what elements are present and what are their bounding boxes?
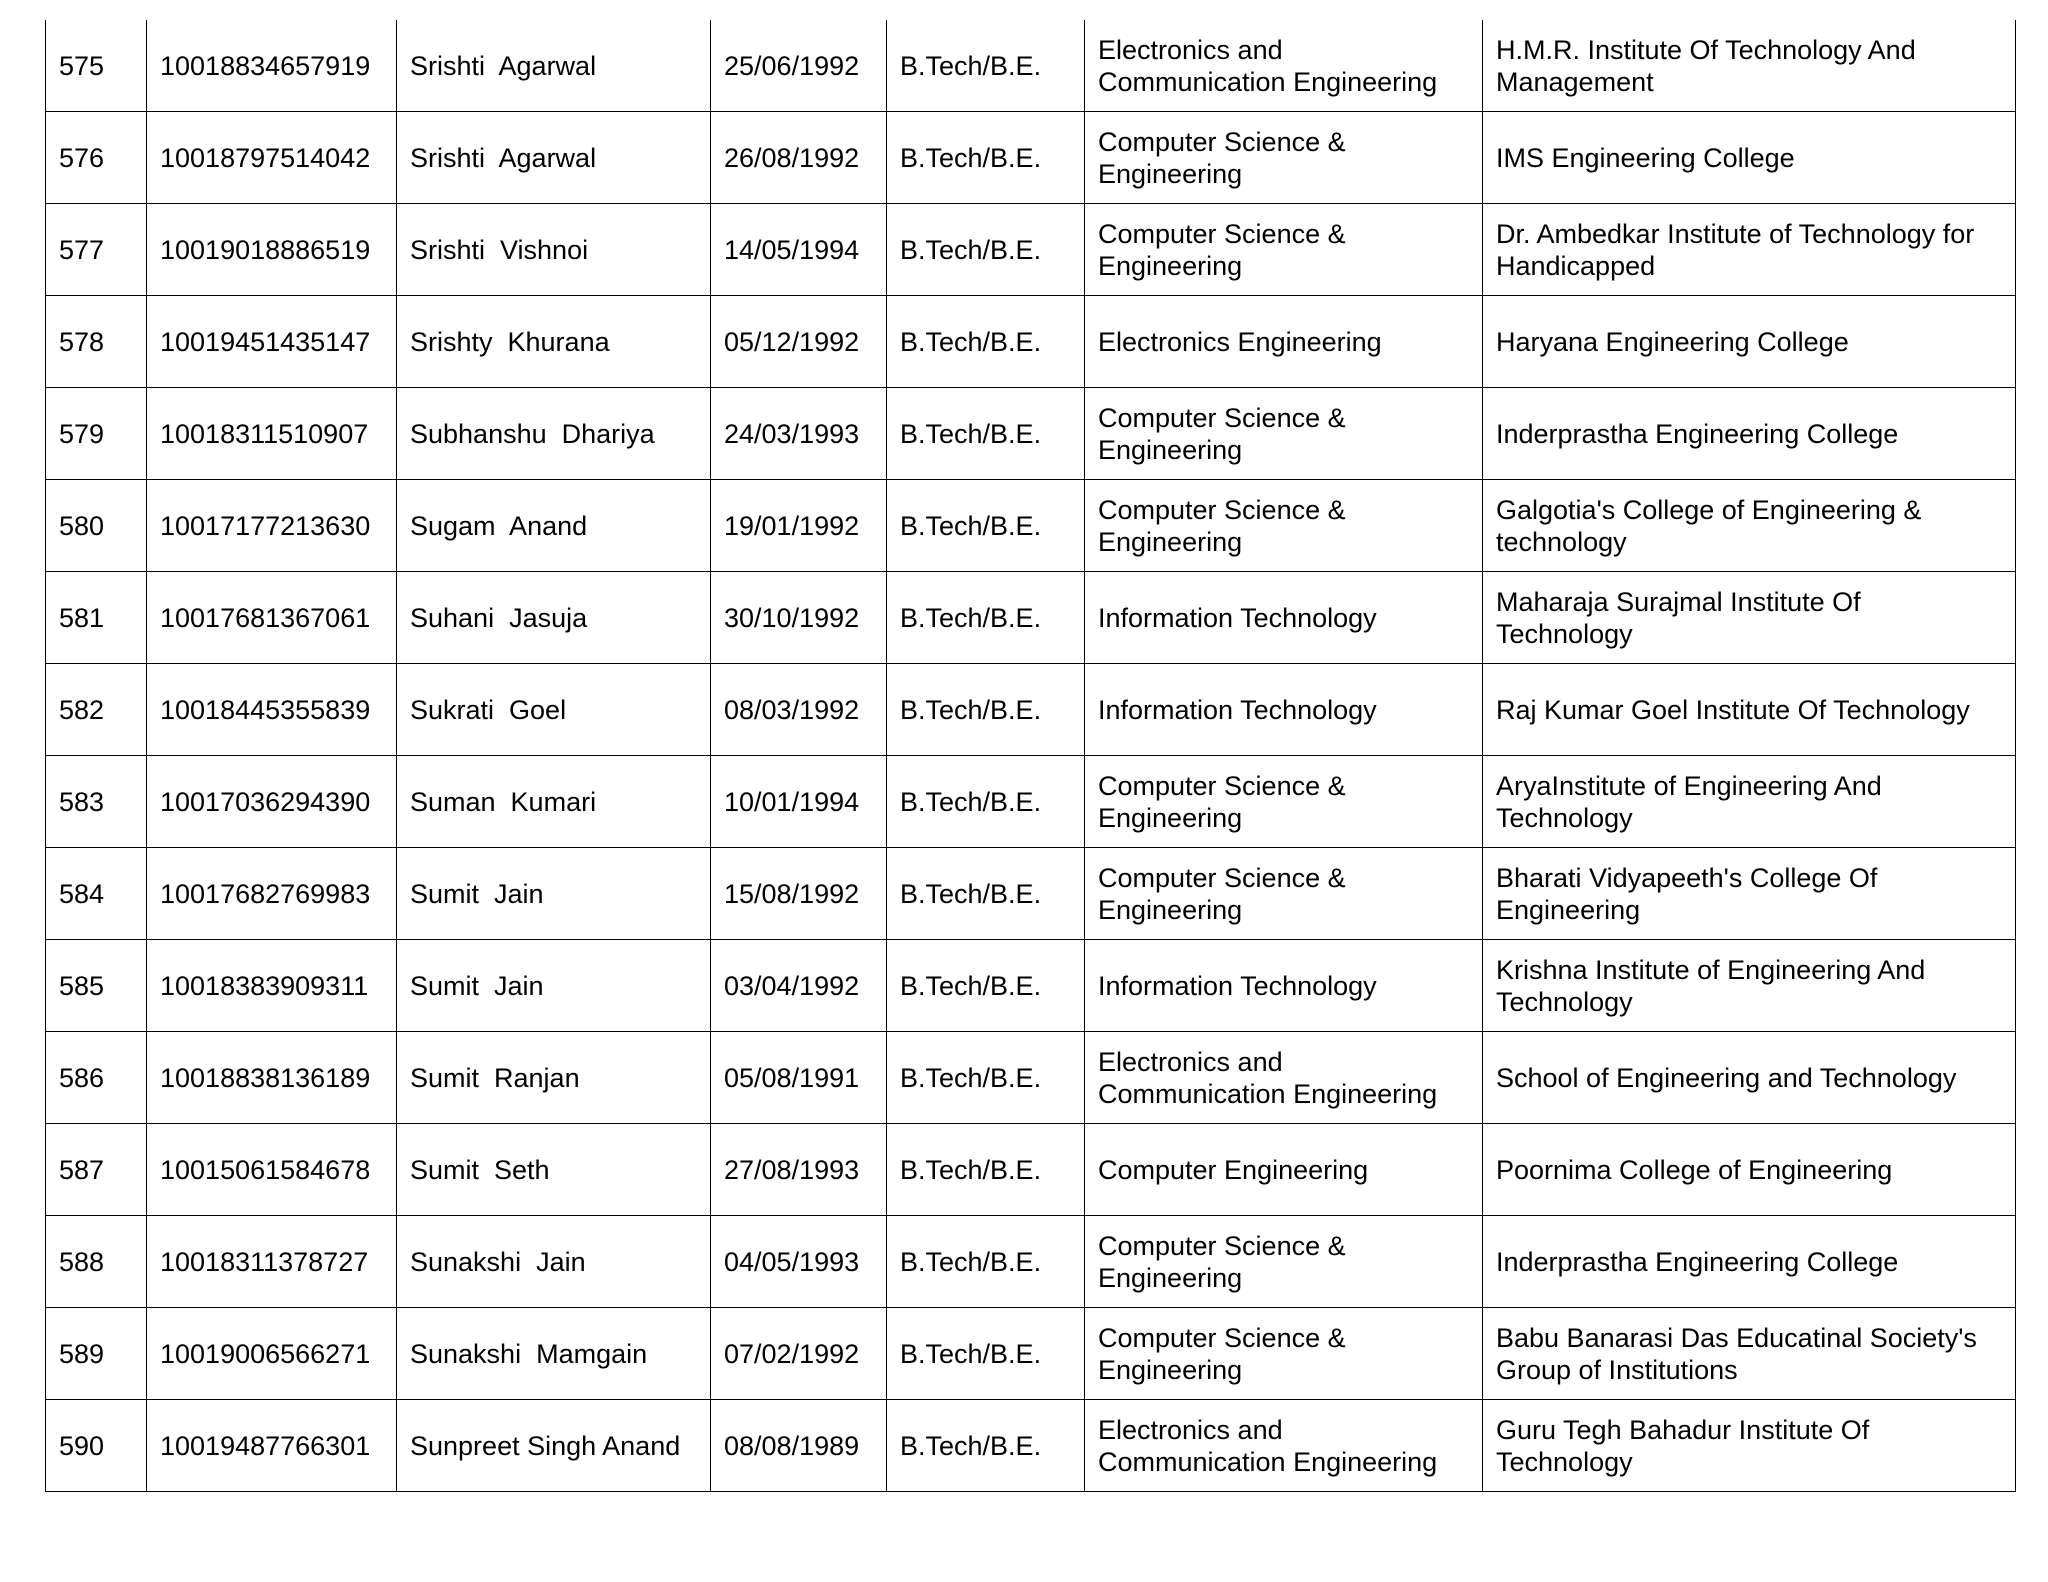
table-body bbox=[46, 20, 2016, 1492]
candidate-name-cell: Sugam Anand bbox=[397, 480, 711, 572]
college-cell: IMS Engineering College bbox=[1483, 112, 2016, 204]
branch-cell: Computer Science & Engineering bbox=[1085, 480, 1483, 572]
branch-cell: Computer Science & Engineering bbox=[1085, 756, 1483, 848]
college-cell: Dr. Ambedkar Institute of Technology for Handicapped bbox=[1483, 204, 2016, 296]
degree-cell: B.Tech/B.E. bbox=[887, 1216, 1085, 1308]
branch-cell: Information Technology bbox=[1085, 664, 1483, 756]
candidate-name-cell: Subhanshu Dhariya bbox=[397, 388, 711, 480]
serial-number-cell: 579 bbox=[46, 388, 147, 480]
candidate-name-cell: Sumit Jain bbox=[397, 848, 711, 940]
serial-number-cell: 578 bbox=[46, 296, 147, 388]
degree-cell: B.Tech/B.E. bbox=[887, 664, 1085, 756]
candidate-name-cell: Srishti Agarwal bbox=[397, 20, 711, 112]
table-row bbox=[46, 848, 2016, 940]
date-of-birth-cell: 30/10/1992 bbox=[711, 572, 887, 664]
college-cell: H.M.R. Institute Of Technology And Management bbox=[1483, 20, 2016, 112]
serial-number-cell: 588 bbox=[46, 1216, 147, 1308]
college-cell: Galgotia's College of Engineering & technology bbox=[1483, 480, 2016, 572]
candidate-name-cell: Sunakshi Mamgain bbox=[397, 1308, 711, 1400]
table-row bbox=[46, 572, 2016, 664]
table-row bbox=[46, 112, 2016, 204]
branch-cell: Electronics and Communication Engineering bbox=[1085, 20, 1483, 112]
branch-cell: Computer Science & Engineering bbox=[1085, 848, 1483, 940]
registration-id-cell: 10018838136189 bbox=[147, 1032, 397, 1124]
branch-cell: Computer Science & Engineering bbox=[1085, 388, 1483, 480]
degree-cell: B.Tech/B.E. bbox=[887, 1400, 1085, 1492]
branch-cell: Computer Science & Engineering bbox=[1085, 1216, 1483, 1308]
candidate-name-cell: Sumit Jain bbox=[397, 940, 711, 1032]
serial-number-cell: 586 bbox=[46, 1032, 147, 1124]
serial-number-cell: 576 bbox=[46, 112, 147, 204]
registration-id-cell: 10018383909311 bbox=[147, 940, 397, 1032]
degree-cell: B.Tech/B.E. bbox=[887, 940, 1085, 1032]
table-row bbox=[46, 1400, 2016, 1492]
branch-cell: Electronics and Communication Engineering bbox=[1085, 1032, 1483, 1124]
registration-id-cell: 10017177213630 bbox=[147, 480, 397, 572]
table-row bbox=[46, 204, 2016, 296]
branch-cell: Computer Science & Engineering bbox=[1085, 1308, 1483, 1400]
candidate-name-cell: Suman Kumari bbox=[397, 756, 711, 848]
date-of-birth-cell: 14/05/1994 bbox=[711, 204, 887, 296]
registration-id-cell: 10015061584678 bbox=[147, 1124, 397, 1216]
date-of-birth-cell: 15/08/1992 bbox=[711, 848, 887, 940]
date-of-birth-cell: 25/06/1992 bbox=[711, 20, 887, 112]
registration-id-cell: 10019018886519 bbox=[147, 204, 397, 296]
candidate-name-cell: Sumit Ranjan bbox=[397, 1032, 711, 1124]
candidate-name-cell: Srishty Khurana bbox=[397, 296, 711, 388]
table-row bbox=[46, 480, 2016, 572]
date-of-birth-cell: 19/01/1992 bbox=[711, 480, 887, 572]
serial-number-cell: 589 bbox=[46, 1308, 147, 1400]
date-of-birth-cell: 05/12/1992 bbox=[711, 296, 887, 388]
table-row bbox=[46, 1308, 2016, 1400]
branch-cell: Computer Science & Engineering bbox=[1085, 112, 1483, 204]
registration-id-cell: 10018797514042 bbox=[147, 112, 397, 204]
college-cell: Inderprastha Engineering College bbox=[1483, 388, 2016, 480]
degree-cell: B.Tech/B.E. bbox=[887, 20, 1085, 112]
date-of-birth-cell: 04/05/1993 bbox=[711, 1216, 887, 1308]
serial-number-cell: 583 bbox=[46, 756, 147, 848]
serial-number-cell: 582 bbox=[46, 664, 147, 756]
serial-number-cell: 587 bbox=[46, 1124, 147, 1216]
degree-cell: B.Tech/B.E. bbox=[887, 112, 1085, 204]
serial-number-cell: 584 bbox=[46, 848, 147, 940]
branch-cell: Information Technology bbox=[1085, 572, 1483, 664]
date-of-birth-cell: 08/08/1989 bbox=[711, 1400, 887, 1492]
date-of-birth-cell: 03/04/1992 bbox=[711, 940, 887, 1032]
candidate-name-cell: Sunpreet Singh Anand bbox=[397, 1400, 711, 1492]
degree-cell: B.Tech/B.E. bbox=[887, 756, 1085, 848]
college-cell: Babu Banarasi Das Educatinal Society's Group of Institutions bbox=[1483, 1308, 2016, 1400]
registration-id-cell: 10018445355839 bbox=[147, 664, 397, 756]
college-cell: Inderprastha Engineering College bbox=[1483, 1216, 2016, 1308]
table-row bbox=[46, 664, 2016, 756]
candidate-name-cell: Sunakshi Jain bbox=[397, 1216, 711, 1308]
branch-cell: Electronics and Communication Engineering bbox=[1085, 1400, 1483, 1492]
serial-number-cell: 581 bbox=[46, 572, 147, 664]
serial-number-cell: 585 bbox=[46, 940, 147, 1032]
degree-cell: B.Tech/B.E. bbox=[887, 480, 1085, 572]
branch-cell: Electronics Engineering bbox=[1085, 296, 1483, 388]
degree-cell: B.Tech/B.E. bbox=[887, 388, 1085, 480]
results-table bbox=[45, 20, 2016, 1492]
candidate-name-cell: Sukrati Goel bbox=[397, 664, 711, 756]
college-cell: Haryana Engineering College bbox=[1483, 296, 2016, 388]
date-of-birth-cell: 26/08/1992 bbox=[711, 112, 887, 204]
table-row bbox=[46, 1216, 2016, 1308]
serial-number-cell: 580 bbox=[46, 480, 147, 572]
table-row bbox=[46, 388, 2016, 480]
registration-id-cell: 10018311378727 bbox=[147, 1216, 397, 1308]
table-row bbox=[46, 20, 2016, 112]
table-row bbox=[46, 756, 2016, 848]
registration-id-cell: 10017681367061 bbox=[147, 572, 397, 664]
college-cell: Krishna Institute of Engineering And Technology bbox=[1483, 940, 2016, 1032]
degree-cell: B.Tech/B.E. bbox=[887, 1124, 1085, 1216]
branch-cell: Computer Engineering bbox=[1085, 1124, 1483, 1216]
branch-cell: Computer Science & Engineering bbox=[1085, 204, 1483, 296]
registration-id-cell: 10019487766301 bbox=[147, 1400, 397, 1492]
candidate-name-cell: Suhani Jasuja bbox=[397, 572, 711, 664]
degree-cell: B.Tech/B.E. bbox=[887, 1032, 1085, 1124]
branch-cell: Information Technology bbox=[1085, 940, 1483, 1032]
college-cell: AryaInstitute of Engineering And Technology bbox=[1483, 756, 2016, 848]
registration-id-cell: 10018311510907 bbox=[147, 388, 397, 480]
degree-cell: B.Tech/B.E. bbox=[887, 572, 1085, 664]
college-cell: School of Engineering and Technology bbox=[1483, 1032, 2016, 1124]
registration-id-cell: 10017036294390 bbox=[147, 756, 397, 848]
registration-id-cell: 10019451435147 bbox=[147, 296, 397, 388]
date-of-birth-cell: 10/01/1994 bbox=[711, 756, 887, 848]
degree-cell: B.Tech/B.E. bbox=[887, 1308, 1085, 1400]
college-cell: Raj Kumar Goel Institute Of Technology bbox=[1483, 664, 2016, 756]
college-cell: Maharaja Surajmal Institute Of Technology bbox=[1483, 572, 2016, 664]
table-row bbox=[46, 296, 2016, 388]
serial-number-cell: 577 bbox=[46, 204, 147, 296]
college-cell: Guru Tegh Bahadur Institute Of Technology bbox=[1483, 1400, 2016, 1492]
date-of-birth-cell: 24/03/1993 bbox=[711, 388, 887, 480]
registration-id-cell: 10018834657919 bbox=[147, 20, 397, 112]
serial-number-cell: 575 bbox=[46, 20, 147, 112]
registration-id-cell: 10017682769983 bbox=[147, 848, 397, 940]
college-cell: Poornima College of Engineering bbox=[1483, 1124, 2016, 1216]
candidate-name-cell: Sumit Seth bbox=[397, 1124, 711, 1216]
college-cell: Bharati Vidyapeeth's College Of Engineering bbox=[1483, 848, 2016, 940]
serial-number-cell: 590 bbox=[46, 1400, 147, 1492]
date-of-birth-cell: 07/02/1992 bbox=[711, 1308, 887, 1400]
candidate-name-cell: Srishti Agarwal bbox=[397, 112, 711, 204]
date-of-birth-cell: 05/08/1991 bbox=[711, 1032, 887, 1124]
candidate-name-cell: Srishti Vishnoi bbox=[397, 204, 711, 296]
date-of-birth-cell: 08/03/1992 bbox=[711, 664, 887, 756]
registration-id-cell: 10019006566271 bbox=[147, 1308, 397, 1400]
degree-cell: B.Tech/B.E. bbox=[887, 848, 1085, 940]
degree-cell: B.Tech/B.E. bbox=[887, 204, 1085, 296]
table-row bbox=[46, 940, 2016, 1032]
date-of-birth-cell: 27/08/1993 bbox=[711, 1124, 887, 1216]
table-row bbox=[46, 1124, 2016, 1216]
table-row bbox=[46, 1032, 2016, 1124]
degree-cell: B.Tech/B.E. bbox=[887, 296, 1085, 388]
